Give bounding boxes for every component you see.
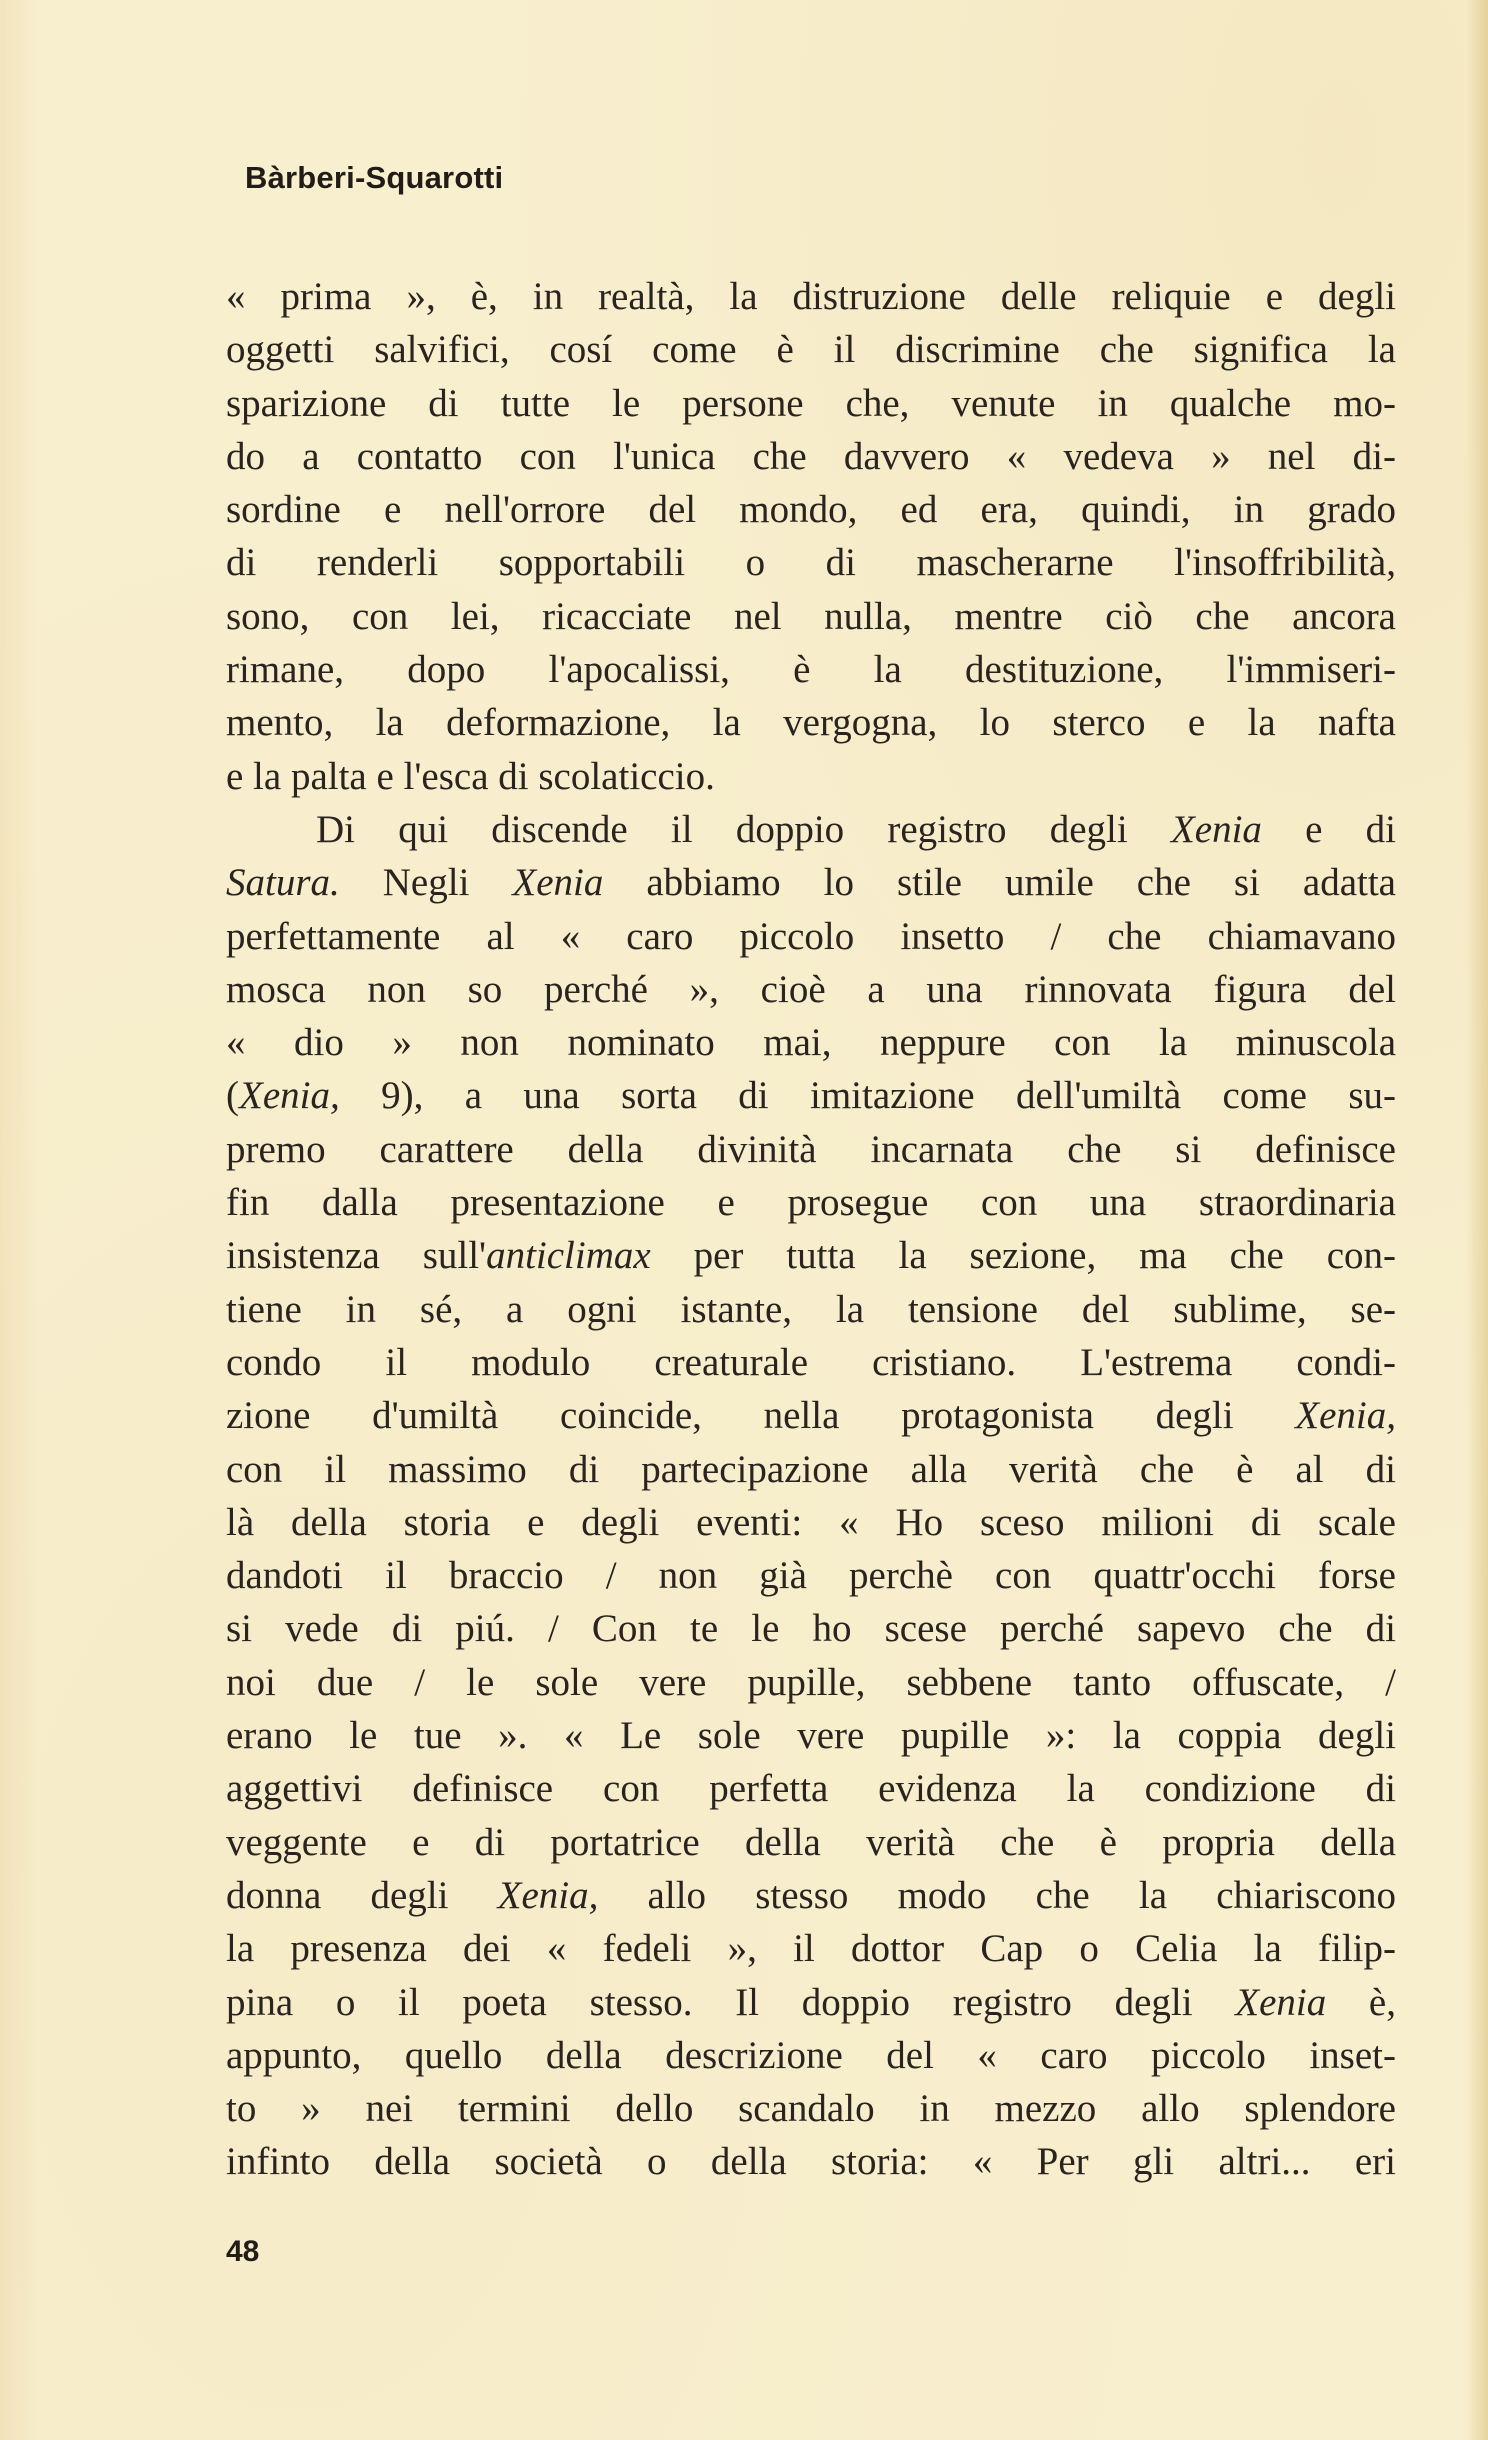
text-line — [226, 1016, 1396, 1069]
text-segment: premo carattere della divinità incarnata che si definisce — [226, 1127, 1396, 1171]
text-segment: do a contatto con l'unica che davvero « vedeva » nel di- — [226, 434, 1396, 478]
text-segment: abbiamo lo stile umile che si adatta — [603, 861, 1396, 905]
text-segment: mento, la deformazione, la vergogna, lo sterco e la nafta — [226, 701, 1396, 745]
text-segment: con il massimo di partecipazione alla verità che è al di — [226, 1447, 1396, 1491]
text-segment: dandoti il braccio / non già perchè con quattr'occhi forse — [226, 1554, 1396, 1598]
text-segment: di renderli sopportabili o di mascherarne l'insoffribilità, — [226, 541, 1396, 585]
page-edge-shadow — [1466, 0, 1488, 2440]
text-line — [226, 1336, 1396, 1389]
text-segment: appunto, quello della descrizione del « caro piccolo inset- — [226, 2033, 1396, 2077]
text-segment: sordine e nell'orrore del mondo, ed era, quindi, in grado — [226, 488, 1396, 532]
text-line — [226, 1656, 1396, 1709]
text-segment: Negli — [339, 861, 513, 905]
text-line — [226, 377, 1396, 430]
text-line — [226, 1816, 1396, 1869]
running-head-author: Bàrberi-Squarotti — [245, 160, 504, 195]
text-segment: Di qui discende il doppio registro degli — [316, 807, 1171, 851]
text-segment: 9), a una sorta di imitazione dell'umiltà come su- — [339, 1074, 1396, 1118]
text-segment: noi due / le sole vere pupille, sebbene tanto offuscate, / — [226, 1660, 1396, 1704]
text-line — [226, 803, 1396, 856]
text-segment: aggettivi definisce con perfetta evidenza la condizione di — [226, 1767, 1396, 1811]
text-line — [226, 1602, 1396, 1655]
italic-title: Xenia, — [1295, 1394, 1396, 1438]
text-segment: pina o il poeta stesso. Il doppio registro degli — [226, 1980, 1236, 2024]
text-line — [226, 270, 1396, 323]
text-segment: tiene in sé, a ogni istante, la tensione del sublime, se- — [226, 1287, 1396, 1331]
text-line — [226, 323, 1396, 376]
text-line — [226, 1069, 1396, 1122]
text-segment: « prima », è, in realtà, la distruzione delle reliquie e degli — [226, 275, 1396, 318]
text-segment: mosca non so perché », cioè a una rinnovata figura del — [226, 967, 1396, 1011]
text-segment: « dio » non nominato mai, neppure con la minuscola — [226, 1021, 1396, 1065]
text-segment: la presenza dei « fedeli », il dottor Cap o Celia la filip- — [226, 1927, 1396, 1971]
text-segment: fin dalla presentazione e prosegue con una straordinaria — [226, 1181, 1396, 1225]
text-segment: sparizione di tutte le persone che, venute in qualche mo- — [226, 381, 1396, 425]
text-line — [226, 2082, 1396, 2135]
text-line — [226, 1869, 1396, 1922]
italic-title: Xenia, — [497, 1873, 599, 1917]
text-line — [226, 1229, 1396, 1282]
text-line — [226, 1496, 1396, 1549]
text-line — [226, 1443, 1396, 1496]
text-line — [226, 910, 1396, 963]
text-segment: insistenza sull' — [226, 1234, 487, 1278]
text-line — [226, 1976, 1396, 2029]
text-line — [226, 1549, 1396, 1602]
text-segment: to » nei termini dello scandalo in mezzo allo splendore — [226, 2087, 1396, 2131]
text-segment: oggetti salvifici, cosí come è il discrimine che significa la — [226, 328, 1396, 372]
italic-title: Xenia — [1235, 1980, 1327, 2024]
text-segment: e la palta e l'esca di scolaticcio. — [226, 754, 715, 798]
text-segment: ( — [226, 1074, 239, 1118]
text-segment: è, — [1326, 1980, 1396, 2024]
text-segment: rimane, dopo l'apocalissi, è la destituzione, l'immiseri- — [226, 648, 1396, 692]
italic-title: Satura. — [226, 861, 340, 905]
text-line — [226, 696, 1396, 749]
text-line — [226, 1389, 1396, 1442]
text-line — [226, 1922, 1396, 1975]
text-line — [226, 856, 1396, 909]
italic-title: Xenia, — [239, 1074, 340, 1118]
page-number: 48 — [226, 2235, 260, 2268]
text-line — [226, 590, 1396, 643]
text-segment: erano le tue ». « Le sole vere pupille »: la coppia degli — [226, 1714, 1396, 1758]
text-line — [226, 430, 1396, 483]
text-line — [226, 536, 1396, 589]
text-segment: allo stesso modo che la chiariscono — [598, 1873, 1396, 1917]
text-segment: sono, con lei, ricacciate nel nulla, mentre ciò che ancora — [226, 594, 1396, 638]
text-segment: e di — [1261, 807, 1396, 851]
text-line — [226, 1709, 1396, 1762]
italic-title: Xenia — [512, 861, 604, 905]
body-text — [226, 270, 1396, 2189]
text-line — [226, 643, 1396, 696]
italic-title: Xenia — [1170, 807, 1262, 851]
text-segment: infinto della società o della storia: « Per gli altri... eri — [226, 2140, 1396, 2184]
text-line — [226, 750, 1396, 803]
text-line — [226, 2029, 1396, 2082]
text-line — [226, 1123, 1396, 1176]
text-segment: veggente e di portatrice della verità che è propria della — [226, 1820, 1396, 1864]
text-segment: per tutta la sezione, ma che con- — [650, 1234, 1396, 1278]
text-line — [226, 2135, 1396, 2188]
text-line — [226, 483, 1396, 536]
text-segment: si vede di piú. / Con te le ho scese perché sapevo che di — [226, 1607, 1396, 1651]
text-segment: condo il modulo creaturale cristiano. L'estrema condi- — [226, 1340, 1396, 1384]
text-segment: zione d'umiltà coincide, nella protagonista degli — [226, 1394, 1296, 1438]
text-segment: donna degli — [226, 1873, 498, 1917]
text-segment: là della storia e degli eventi: « Ho sceso milioni di scale — [226, 1500, 1396, 1544]
text-segment: perfettamente al « caro piccolo insetto / che chiamavano — [226, 914, 1396, 958]
italic-title: anticlimax — [486, 1234, 651, 1278]
text-line — [226, 963, 1396, 1016]
text-line — [226, 1283, 1396, 1336]
text-line — [226, 1762, 1396, 1815]
text-line — [226, 1176, 1396, 1229]
